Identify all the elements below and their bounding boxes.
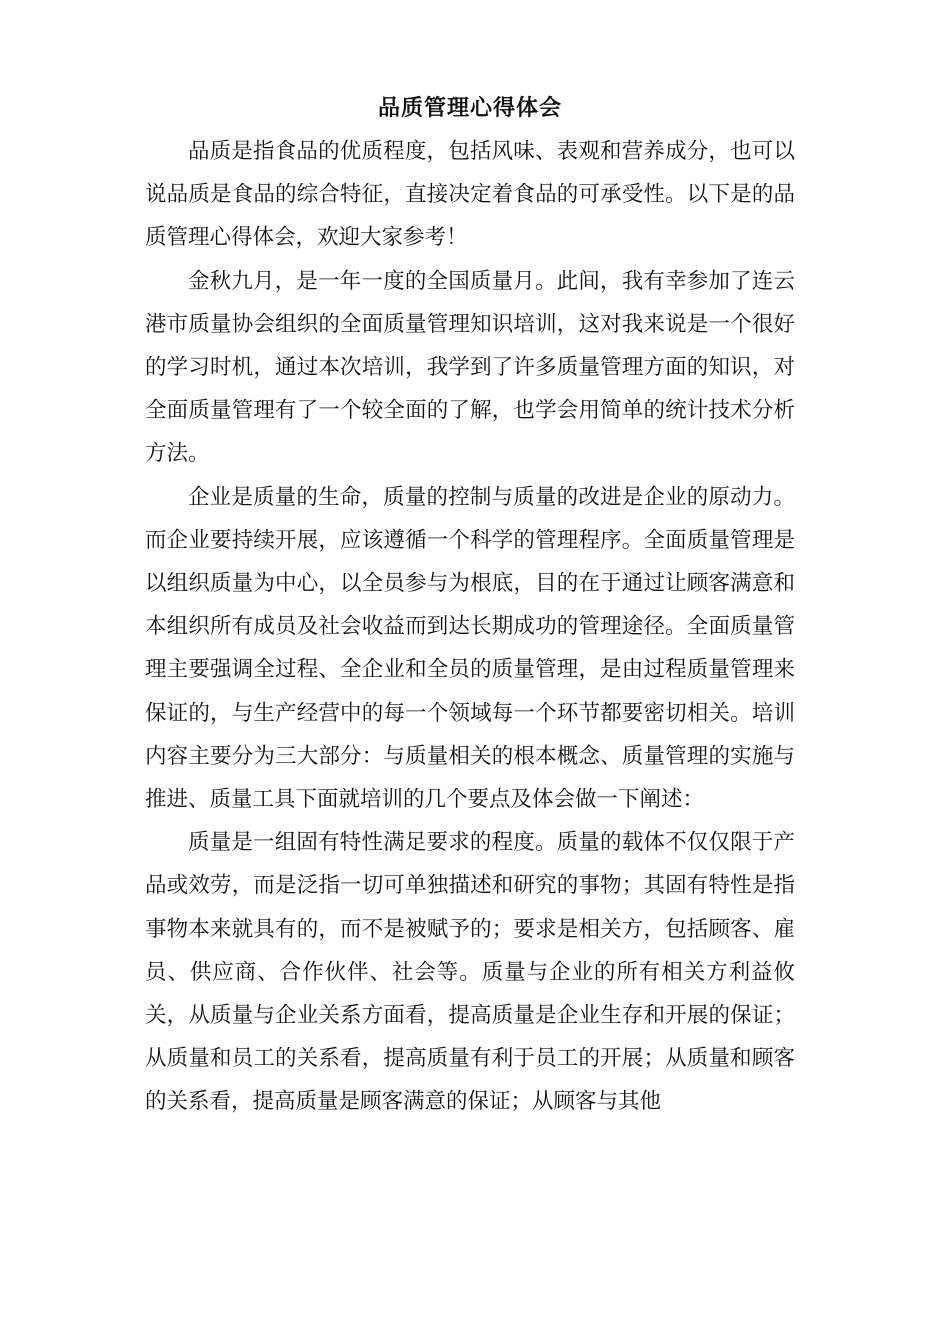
document-title: 品质管理心得体会 — [377, 95, 562, 121]
paragraph-intro: 品质是指食品的优质程度，包括风味、表观和营养成分，也可以说品质是食品的综合特征，直接决定着食品的可承受性。以下是的品质管理心得体会，欢迎大家参考！ — [145, 139, 795, 251]
paragraph-quality-definition: 质量是一组固有特性满足要求的程度。质量的载体不仅仅限于产品或效劳，而是泛指一切可单独描述和研究的事物；其固有特性是指事物本来就具有的，而不是被赋予的；要求是相关方，包括顾客、雇员、供应商、合作伙伴、社会等。质量与企业的所有相关方利益攸关，从质量与企业关系方面看，提高质量是企业生存和开展的保证；从质量和员工的关系看，提高质量有利于员工的开展；从质量和顾客的关系看，提高质量是顾客满意的保证；从顾客与其他 — [145, 830, 795, 1115]
paragraph-training: 金秋九月，是一年一度的全国质量月。此间，我有幸参加了连云港市质量协会组织的全面质量管理知识培训，这对我来说是一个很好的学习时机，通过本次培训，我学到了许多质量管理方面的知识，对全面质量管理有了一个较全面的了解，也学会用简单的统计技术分析方法。 — [145, 268, 795, 467]
paragraph-enterprise-quality: 企业是质量的生命，质量的控制与质量的改进是企业的原动力。而企业要持续开展，应该遵循一个科学的管理程序。全面质量管理是以组织质量为中心，以全员参与为根底，目的在于通过让顾客满意和本组织所有成员及社会收益而到达长期成功的管理途径。全面质量管理主要强调全过程、全企业和全员的质量管理，是由过程质量管理来保证的，与生产经营中的每一个领域每一个环节都要密切相关。培训内容主要分为三大部分：与质量相关的根本概念、质量管理的实施与推进、质量工具下面就培训的几个要点及体会做一下阐述： — [145, 484, 795, 813]
document-page — [145, 88, 795, 1124]
